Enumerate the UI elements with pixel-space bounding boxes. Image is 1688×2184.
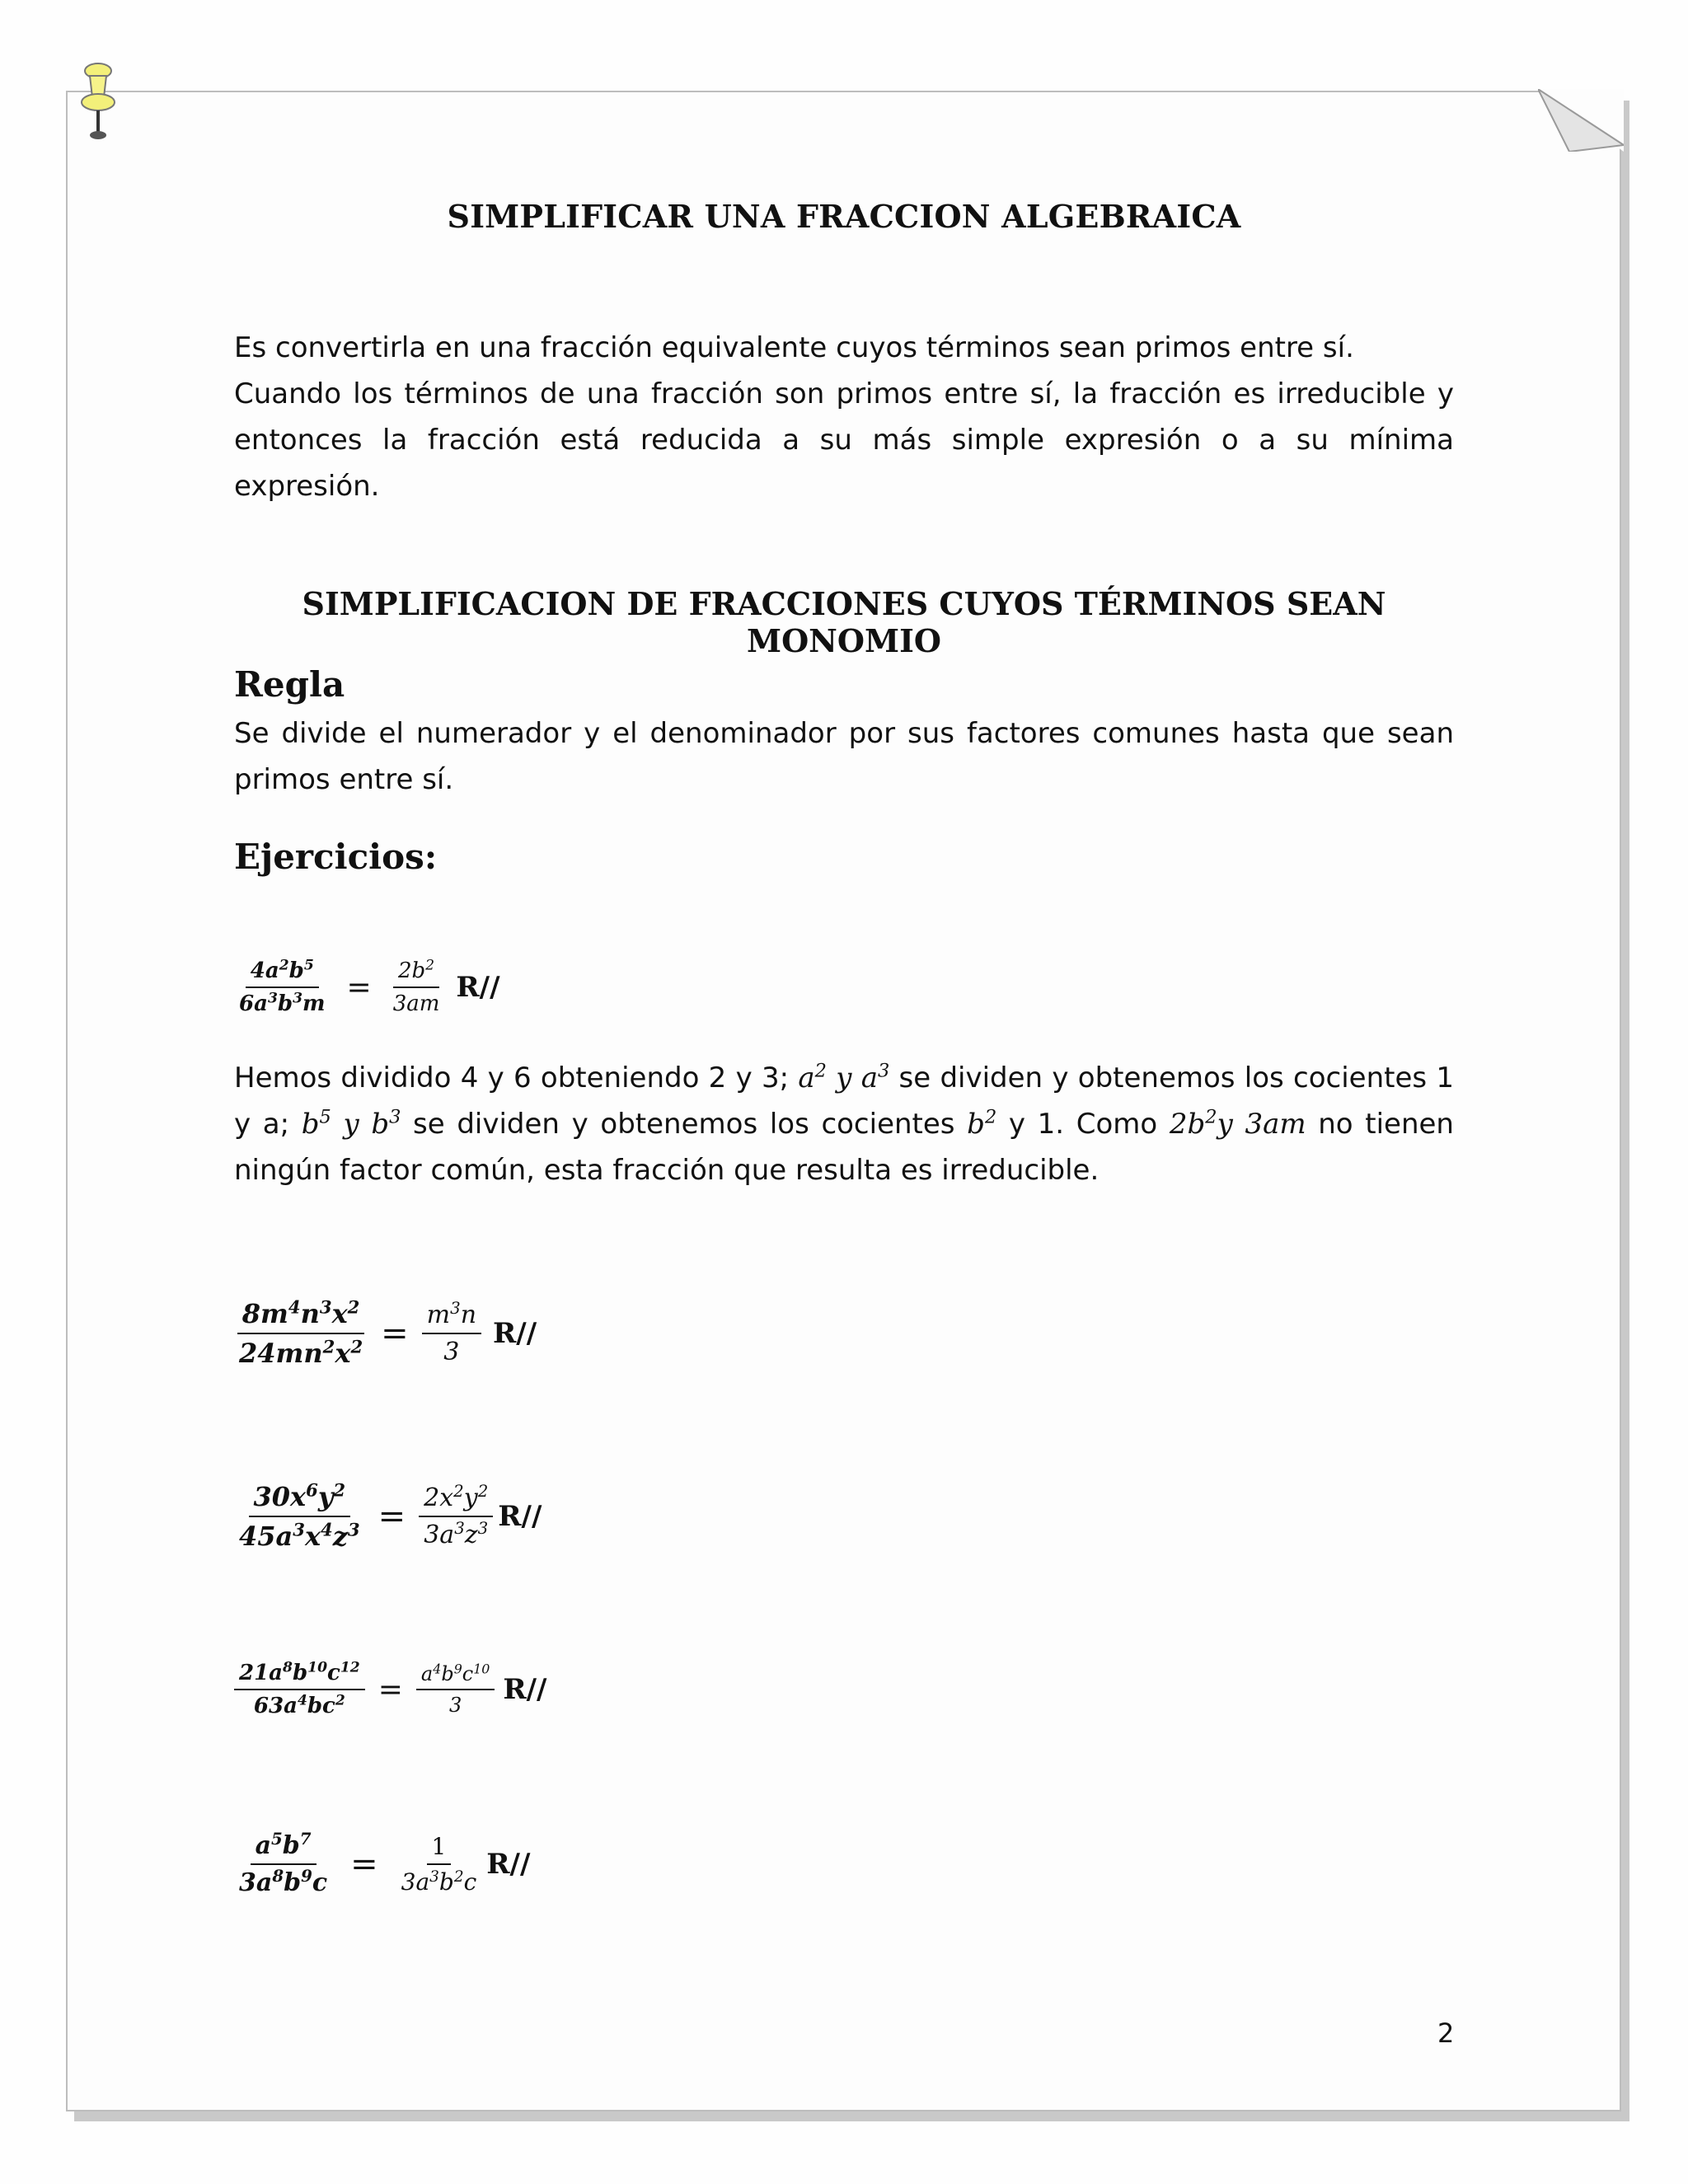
exercise-3-lhs-fraction: $\frac{30x^6y^2}{45a^3x^4z^3}$ — [239, 1479, 360, 1552]
intro-line: Es convertirla en una fracción equivalente cuyos términos sean primos entre sí. — [234, 331, 1354, 364]
exercise-5-rhs-fraction: $\frac{1}{3a^3b^2c}$ — [401, 1833, 477, 1896]
answer-mark: R// — [486, 1848, 531, 1881]
equals-sign: = — [377, 1672, 403, 1707]
answer-mark: R// — [493, 1317, 537, 1350]
exercise-1 — [234, 958, 499, 1016]
equals-sign: = — [381, 1315, 409, 1352]
exercise-3 — [234, 1481, 542, 1552]
explanation-text: Hemos dividido 4 y 6 obteniendo 2 y 3; — [234, 1062, 799, 1094]
page-number: 2 — [1437, 2018, 1455, 2049]
pushpin-icon — [73, 61, 124, 143]
equals-sign: = — [346, 970, 372, 1005]
rule-heading: Regla — [234, 664, 345, 705]
section-title: SIMPLIFICACION DE FRACCIONES CUYOS TÉRMINOS SEAN MONOMIO — [302, 585, 1386, 659]
exercise-1-rhs-fraction: $\frac{2b^2}{3am}$ — [392, 957, 440, 1016]
explanation-text: no tienen ningún factor común, esta fracción que resulta es irreducible. — [234, 1108, 1454, 1187]
intro-text: Cuando los términos de una fracción son primos entre sí, la fracción es irreducible y entonces la fracción está reducida a su más simple expresión o a su mínima expresión. — [234, 377, 1454, 503]
exercise-2-lhs-fraction: $\frac{8m^4n^3x^2}{24mn^2x^2}$ — [234, 1298, 368, 1369]
rule-text: Se divide el numerador y el denominador por sus factores comunes hasta que sean primos entre sí. — [234, 717, 1454, 796]
explanation-text: y 1. Como — [996, 1108, 1170, 1141]
exercise-5-lhs-fraction: $\frac{a^5b^7}{3a^8b^9c}$ — [239, 1829, 328, 1897]
page-corner-fold-icon — [1538, 89, 1624, 152]
explanation-text: se dividen y obtenemos los cocientes 1 y a; — [234, 1062, 1454, 1141]
answer-mark: R// — [503, 1673, 547, 1706]
exercise-3-rhs-fraction: $\frac{2x^2y^2}{3a^3z^3}$ — [419, 1483, 493, 1549]
exercise-4 — [234, 1661, 546, 1718]
equals-sign: = — [377, 1497, 406, 1535]
explanation-text: se dividen y obtenemos los cocientes — [401, 1108, 968, 1141]
equals-sign: = — [350, 1845, 378, 1883]
exercise-5 — [234, 1831, 530, 1897]
exercise-4-lhs-fraction: $\frac{21a^8b^{10}c^{12}}{63a^4bc^2}$ — [234, 1661, 365, 1718]
intro-paragraph — [234, 325, 1454, 509]
exercise-1-lhs-fraction: $\frac{4a^2b^5}{6a^3b^3m}$ — [239, 957, 326, 1016]
page-title: SIMPLIFICAR UNA FRACCION ALGEBRAICA — [447, 198, 1241, 235]
exercise-2-rhs-fraction: $\frac{m^3n}{3}$ — [422, 1301, 481, 1366]
exercise-1-explanation: Hemos dividido 4 y 6 obteniendo 2 y 3; $a^2$ y $a^3$ se dividen y obtenemos los cocientes 1 y a; $b^5$ y $b^3$ se dividen y obtenemos los cocientes $b^2$ y 1. Como $2b^2y$ 3am no tienen ningún factor común, esta fracción que resulta es irreducible. — [234, 1060, 1454, 1187]
answer-mark: R// — [498, 1500, 542, 1533]
answer-mark: R// — [456, 971, 500, 1004]
exercise-4-rhs-fraction: $\frac{a^4b^9c^{10}}{3}$ — [416, 1662, 495, 1717]
exercises-heading: Ejercicios: — [234, 837, 438, 877]
exercise-2 — [234, 1298, 537, 1369]
